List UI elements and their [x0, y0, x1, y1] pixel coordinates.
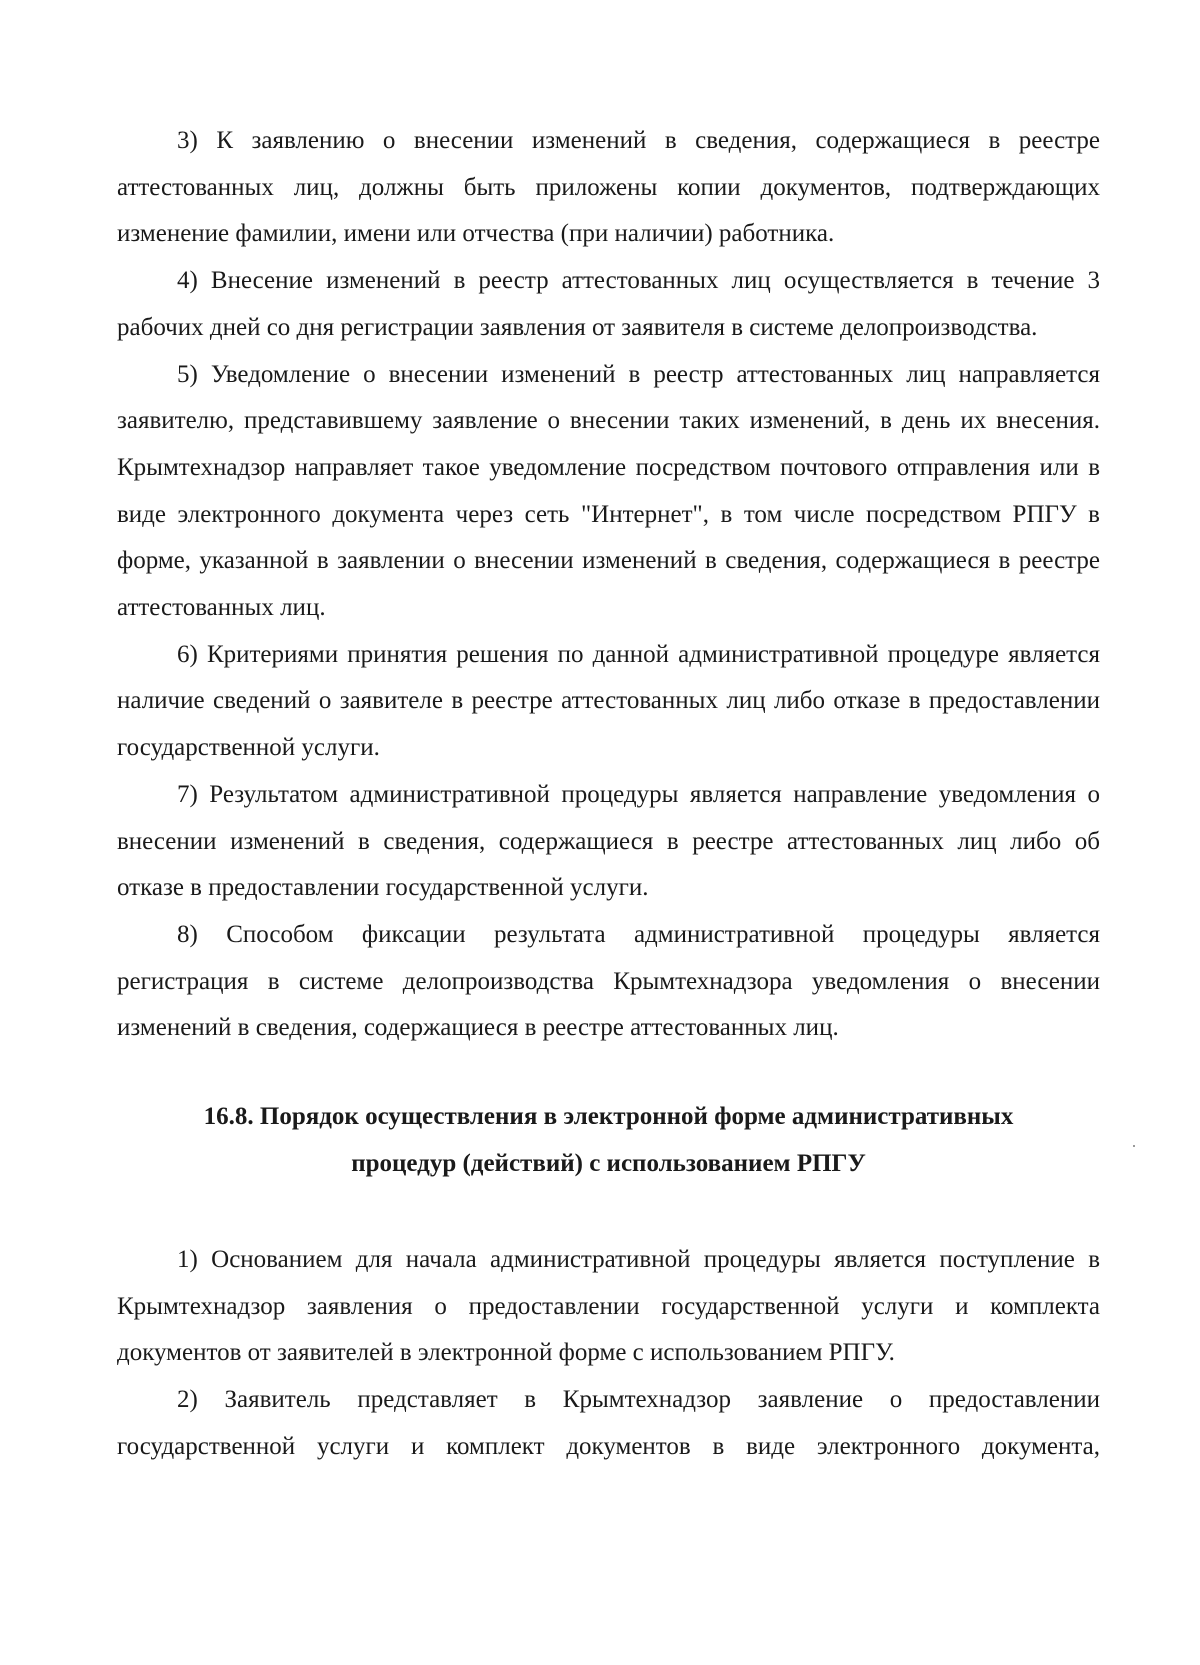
- paragraph-item-7: 7) Результатом административной процедуры является направление уведомления о внесении изменений в сведения, содержащиеся в реестре аттестованных лиц либо об отказе в предоставлении государственной услуги.: [117, 780, 1100, 902]
- section-heading-line-1: 16.8. Порядок осуществления в электронной форме административных: [203, 1103, 1014, 1130]
- scan-artifact-dot: [1133, 1145, 1135, 1147]
- paragraph-item-5: 5) Уведомление о внесении изменений в реестр аттестованных лиц направляется заявителю, представившему заявление о внесении таких изменений, в день их внесения. Крымтехнадзор направляет такое уведомление посредством почтового отправления или в виде электронного документа через сеть "Интернет", в том числе посредством РПГУ в форме, указанной в заявлении о внесении изменений в сведения, содержащиеся в реестре аттестованных лиц.: [117, 360, 1100, 622]
- paragraph-item-3: 3) К заявлению о внесении изменений в сведения, содержащиеся в реестре аттестованных лиц, должны быть приложены копии документов, подтверждающих изменение фамилии, имени или отчества (при наличии) работника.: [117, 127, 1100, 248]
- paragraph-item-8: 8) Способом фиксации результата административной процедуры является регистрация в системе делопроизводства Крымтехнадзора уведомления о внесении изменений в сведения, содержащиеся в реестре аттестованных лиц.: [117, 920, 1100, 1042]
- document-body-bottom: [117, 1237, 1100, 1471]
- section-heading: [117, 1093, 1100, 1187]
- paragraph-item-2: 2) Заявитель представляет в Крымтехнадзор заявление о предоставлении государственной услуги и комплект документов в виде электронного документа,: [117, 1386, 1100, 1460]
- paragraph-item-4: 4) Внесение изменений в реестр аттестованных лиц осуществляется в течение 3 рабочих дней со дня регистрации заявления от заявителя в системе делопроизводства.: [117, 267, 1100, 341]
- section-heading-line-2: процедур (действий) с использованием РПГУ: [351, 1150, 866, 1177]
- paragraph-item-6: 6) Критериями принятия решения по данной административной процедуре является наличие сведений о заявителе в реестре аттестованных лиц либо отказе в предоставлении государственной услуги.: [117, 640, 1100, 762]
- paragraph-item-1: 1) Основанием для начала административной процедуры является поступление в Крымтехнадзор заявления о предоставлении государственной услуги и комплекта документов от заявителей в электронной форме с использованием РПГУ.: [117, 1246, 1100, 1367]
- document-body-top: [117, 118, 1100, 1052]
